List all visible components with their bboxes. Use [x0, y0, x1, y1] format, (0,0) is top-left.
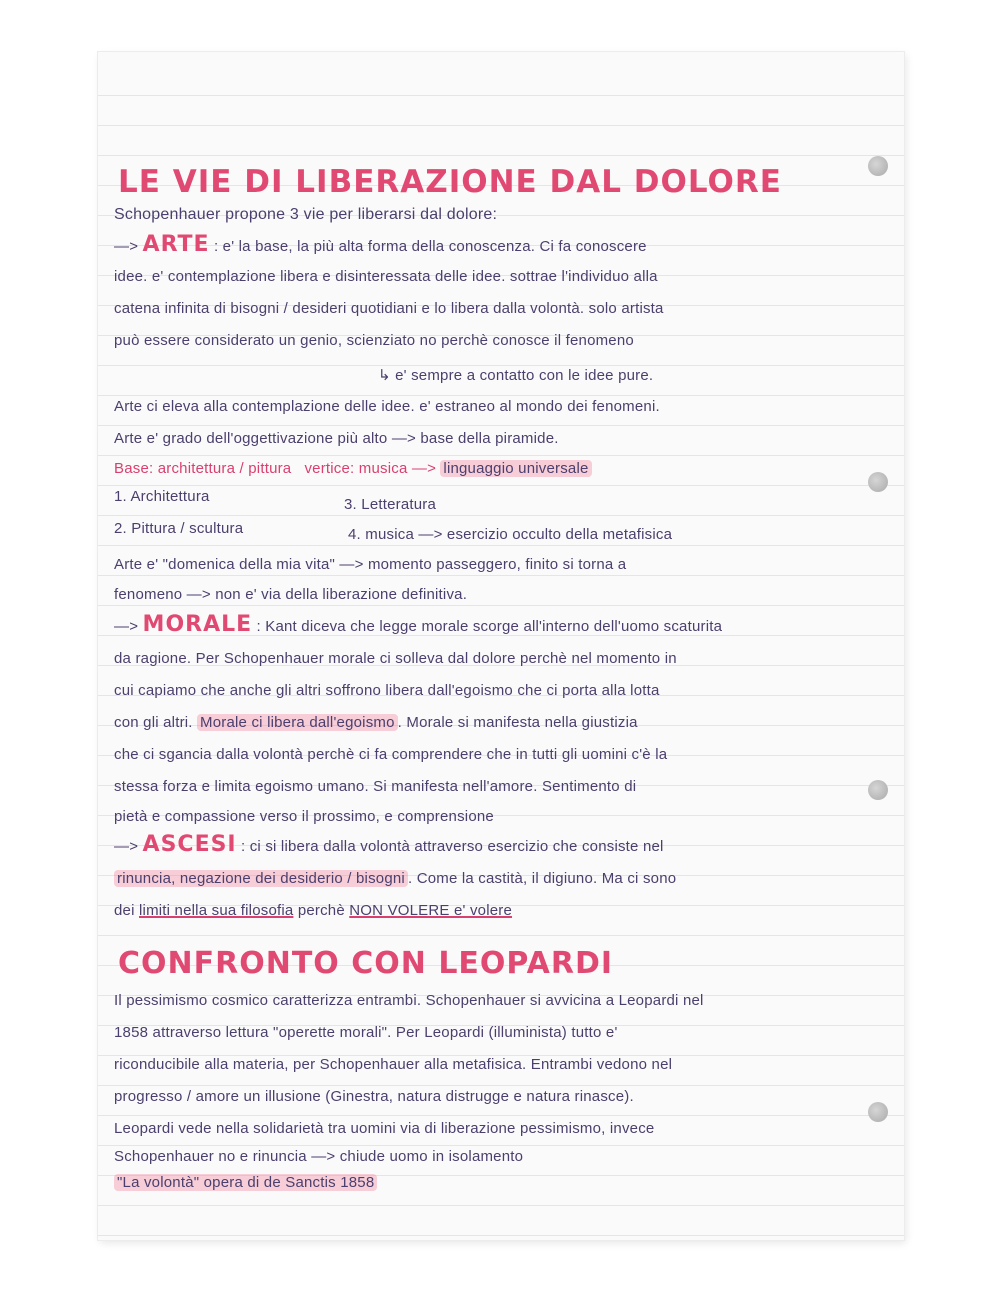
- ascesi-text: dei: [114, 902, 135, 919]
- vertice-highlight: linguaggio universale: [440, 460, 591, 477]
- arte-line-2: idee. e' contemplazione libera e disinteressata delle idee. sottrae l'individuo alla: [114, 268, 658, 285]
- morale-line-5: che ci sgancia dalla volontà perchè ci fa comprendere che in tutti gli uomini c'è la: [114, 746, 668, 763]
- morale-heading: MORALE: [142, 612, 253, 637]
- arte-line-5: ↳ e' sempre a contatto con le idee pure.: [378, 367, 654, 384]
- ascesi-heading: ASCESI: [142, 832, 237, 857]
- morale-line-4: [114, 714, 894, 731]
- arte-line-7: Arte e' grado dell'oggettivazione più alto —> base della piramide.: [114, 430, 559, 447]
- ascesi-underline: NON VOLERE e' volere: [349, 902, 513, 919]
- list-num: 3.: [344, 496, 357, 513]
- arte-line-9: fenomeno —> non e' via della liberazione definitiva.: [114, 586, 468, 603]
- confronto-line-2: 1858 attraverso lettura "operette morali". Per Leopardi (illuminista) tutto e': [114, 1024, 618, 1041]
- ascesi-underline: limiti nella sua filosofia: [139, 902, 294, 919]
- morale-line-1: [114, 612, 894, 637]
- confronto-line-4: progresso / amore un illusione (Ginestra, natura distrugge e natura rinasce).: [114, 1088, 634, 1105]
- notebook-page: [98, 52, 904, 1240]
- arrow-icon: —>: [114, 838, 139, 855]
- page-title: LE VIE DI LIBERAZIONE DAL DOLORE: [118, 164, 782, 200]
- binder-hole: [868, 1102, 888, 1122]
- list-num: 1.: [114, 488, 127, 505]
- ascesi-line-3: [114, 902, 894, 919]
- morale-text: . Morale si manifesta nella giustizia: [397, 714, 638, 731]
- ascesi-text: : ci si libera dalla volontà attraverso esercizio che consiste nel: [241, 838, 664, 855]
- list-num: 2.: [114, 520, 127, 537]
- vertice-label: vertice: musica —>: [304, 460, 437, 477]
- intro-text: Schopenhauer propone 3 vie per liberarsi dal dolore:: [114, 206, 498, 223]
- morale-line-2: da ragione. Per Schopenhauer morale ci solleva dal dolore perchè nel momento in: [114, 650, 677, 667]
- arrow-icon: —>: [114, 238, 139, 255]
- morale-highlight: Morale ci libera dall'egoismo: [197, 714, 398, 731]
- confronto-line-1: Il pessimismo cosmico caratterizza entrambi. Schopenhauer si avvicina a Leopardi nel: [114, 992, 704, 1009]
- morale-text: : Kant diceva che legge morale scorge all'interno dell'uomo scaturita: [256, 618, 723, 635]
- arte-line-3: catena infinita di bisogni / desideri quotidiani e lo libera dalla volontà. solo artista: [114, 300, 664, 317]
- list-item: musica —> esercizio occulto della metafisica: [365, 526, 673, 543]
- confronto-line-6: Schopenhauer no e rinuncia —> chiude uomo in isolamento: [114, 1148, 524, 1165]
- ascesi-text: perchè: [297, 902, 345, 919]
- ascesi-line-2: [114, 870, 894, 887]
- arte-text: : e' la base, la più alta forma della conoscenza. Ci fa conoscere: [213, 238, 647, 255]
- base-label: Base: architettura / pittura: [114, 460, 292, 477]
- ascesi-line-1: [114, 832, 894, 857]
- arte-line-8: Arte e' "domenica della mia vita" —> momento passeggero, finito si torna a: [114, 556, 627, 573]
- arte-line-4: può essere considerato un genio, scienziato no perchè conosce il fenomeno: [114, 332, 634, 349]
- confronto-line-5: Leopardi vede nella solidarietà tra uomini via di liberazione pessimismo, invece: [114, 1120, 655, 1137]
- morale-line-6: stessa forza e limita egoismo umano. Si manifesta nell'amore. Sentimento di: [114, 778, 637, 795]
- arte-list-row-3: [344, 496, 894, 513]
- list-item: Architettura: [130, 488, 210, 505]
- list-item: Pittura / scultura: [131, 520, 244, 537]
- arte-list-row-4: [348, 526, 894, 543]
- arte-line-6: Arte ci eleva alla contemplazione delle idee. e' estraneo al mondo dei fenomeni.: [114, 398, 660, 415]
- list-item: Letteratura: [361, 496, 437, 513]
- section-title: CONFRONTO CON LEOPARDI: [118, 946, 614, 981]
- ascesi-highlight: rinuncia, negazione dei desiderio / bisogni: [114, 870, 408, 887]
- ascesi-text: . Come la castità, il digiuno. Ma ci sono: [407, 870, 677, 887]
- confronto-line-7: [114, 1174, 894, 1191]
- morale-line-7: pietà e compassione verso il prossimo, e comprensione: [114, 808, 494, 825]
- arrow-icon: —>: [114, 618, 139, 635]
- morale-line-3: cui capiamo che anche gli altri soffrono libera dall'egoismo che ci porta alla lotta: [114, 682, 660, 699]
- list-num: 4.: [348, 526, 361, 543]
- confronto-line-3: riconducibile alla materia, per Schopenhauer alla metafisica. Entrambi vedono nel: [114, 1056, 673, 1073]
- arte-line-base: [114, 460, 894, 477]
- arte-line-1: [114, 232, 894, 257]
- confronto-highlight: "La volontà" opera di de Sanctis 1858: [114, 1174, 377, 1191]
- binder-hole: [868, 156, 888, 176]
- morale-text: con gli altri.: [114, 714, 193, 731]
- arte-heading: ARTE: [142, 232, 210, 257]
